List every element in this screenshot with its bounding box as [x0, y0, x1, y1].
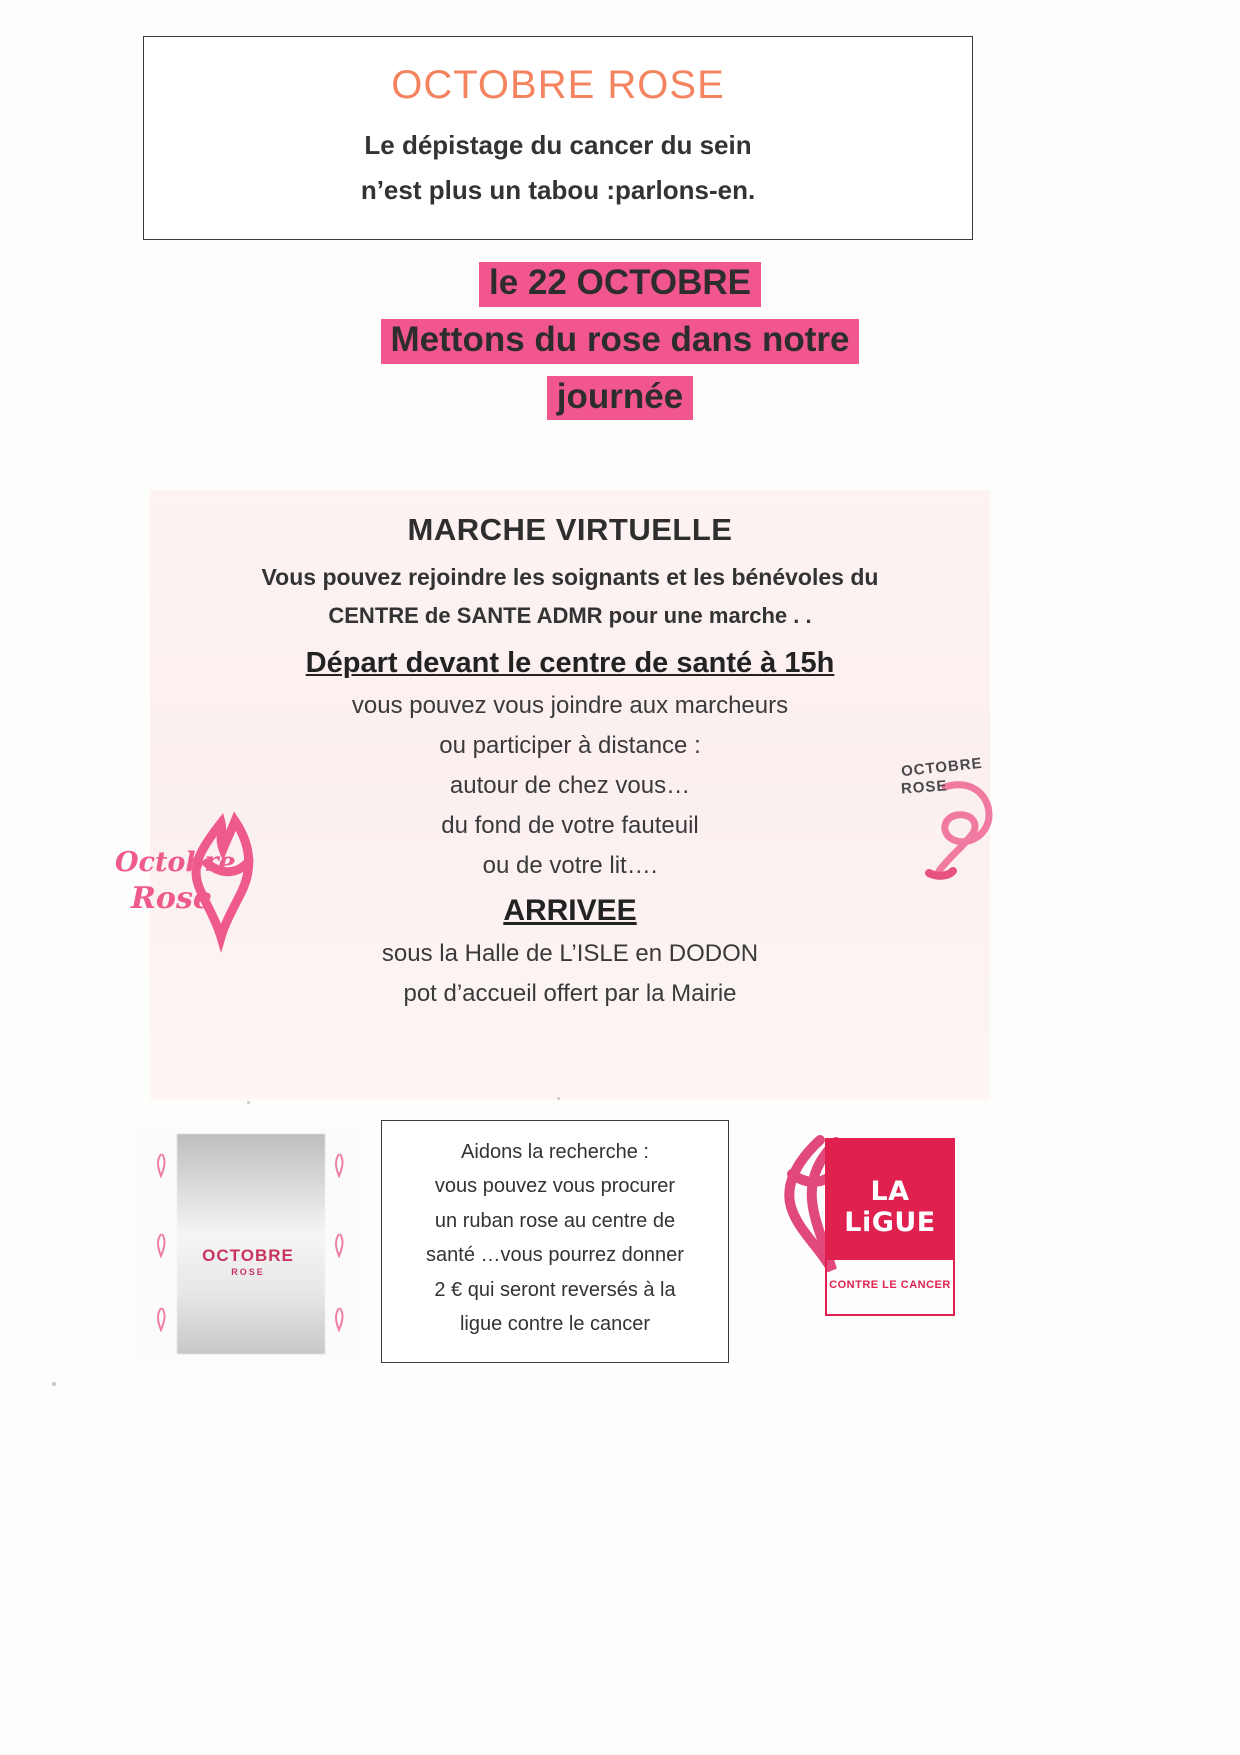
aidons-line-2: vous pouvez vous procurer: [434, 1175, 676, 1198]
option-line-5: ou de votre lit….: [482, 852, 658, 879]
octobre-rose-ribbon-logo-left: [103, 805, 293, 955]
ligue-title: LA LiGUE: [844, 1176, 936, 1238]
arrivee-heading: ARRIVEE: [503, 894, 637, 927]
option-line-2: ou participer à distance :: [439, 732, 701, 759]
aidons-line-6: ligue contre le cancer: [459, 1312, 651, 1335]
date-line-3: journée: [547, 376, 693, 421]
octobre-rose-runner-logo-right: [893, 745, 1023, 890]
arrivee-line-1: sous la Halle de L’ISLE en DODON: [381, 940, 759, 967]
intro-line-2: CENTRE de SANTE ADMR pour une marche . .: [328, 603, 812, 628]
photo-label-text: OCTOBRE: [202, 1246, 294, 1265]
ribbon-right-word-1: OCTOBRE: [900, 754, 984, 781]
option-line-4: du fond de votre fauteuil: [441, 812, 699, 839]
option-line-1: vous pouvez vous joindre aux marcheurs: [351, 692, 789, 719]
marche-virtuelle-heading: MARCHE VIRTUELLE: [407, 512, 733, 547]
aidons-line-5: 2 € qui seront reversés à la: [434, 1278, 676, 1301]
photo-image: [177, 1134, 325, 1354]
date-line-2: Mettons du rose dans notre: [381, 319, 860, 364]
photo-label: [137, 1246, 359, 1277]
option-line-3: autour de chez vous…: [449, 772, 691, 799]
depart-line: Départ devant le centre de santé à 15h: [305, 647, 835, 679]
arrivee-line-2: pot d’accueil offert par la Mairie: [403, 980, 737, 1007]
ribbon-right-word-2: ROSE: [900, 777, 949, 798]
intro-line-1: Vous pouvez rejoindre les soignants et les bénévoles du: [261, 564, 879, 590]
la-ligue-contre-le-cancer-logo: [762, 1124, 967, 1334]
mini-ribbon-icon: [333, 1306, 346, 1332]
aidons-la-recherche-box: [381, 1120, 729, 1363]
aidons-line-3: un ruban rose au centre de: [434, 1209, 676, 1232]
mini-ribbon-icon: [333, 1152, 346, 1178]
mini-ribbon-icon: [155, 1232, 168, 1258]
octobre-rose-photo-block: [137, 1128, 359, 1360]
page-title: OCTOBRE ROSE: [391, 63, 725, 107]
date-line-1: le 22 OCTOBRE: [479, 262, 761, 307]
date-block: [0, 262, 1240, 420]
ribbon-left-word-2: Rose: [131, 881, 212, 916]
main-content-panel: [150, 490, 990, 1100]
aidons-line-1: Aidons la recherche :: [461, 1141, 649, 1163]
scan-speck: [557, 1097, 560, 1100]
photo-sublabel-text: ROSE: [231, 1267, 265, 1277]
header-box: [143, 36, 973, 240]
mini-ribbon-icon: [155, 1152, 168, 1178]
pink-ribbon-icon: [103, 805, 293, 955]
scan-speck: [52, 1382, 56, 1386]
mini-ribbon-icon: [333, 1232, 346, 1258]
header-subtitle-line1: Le dépistage du cancer du sein: [364, 130, 752, 160]
mini-ribbon-icon: [155, 1306, 168, 1332]
ribbon-left-word-1: Octobre: [115, 847, 236, 878]
ligue-subtitle: CONTRE LE CANCER: [829, 1279, 951, 1291]
scan-speck: [247, 1101, 250, 1104]
header-subtitle-line2: n’est plus un tabou :parlons-en.: [360, 175, 756, 205]
aidons-line-4: santé …vous pourrez donner: [426, 1244, 684, 1267]
